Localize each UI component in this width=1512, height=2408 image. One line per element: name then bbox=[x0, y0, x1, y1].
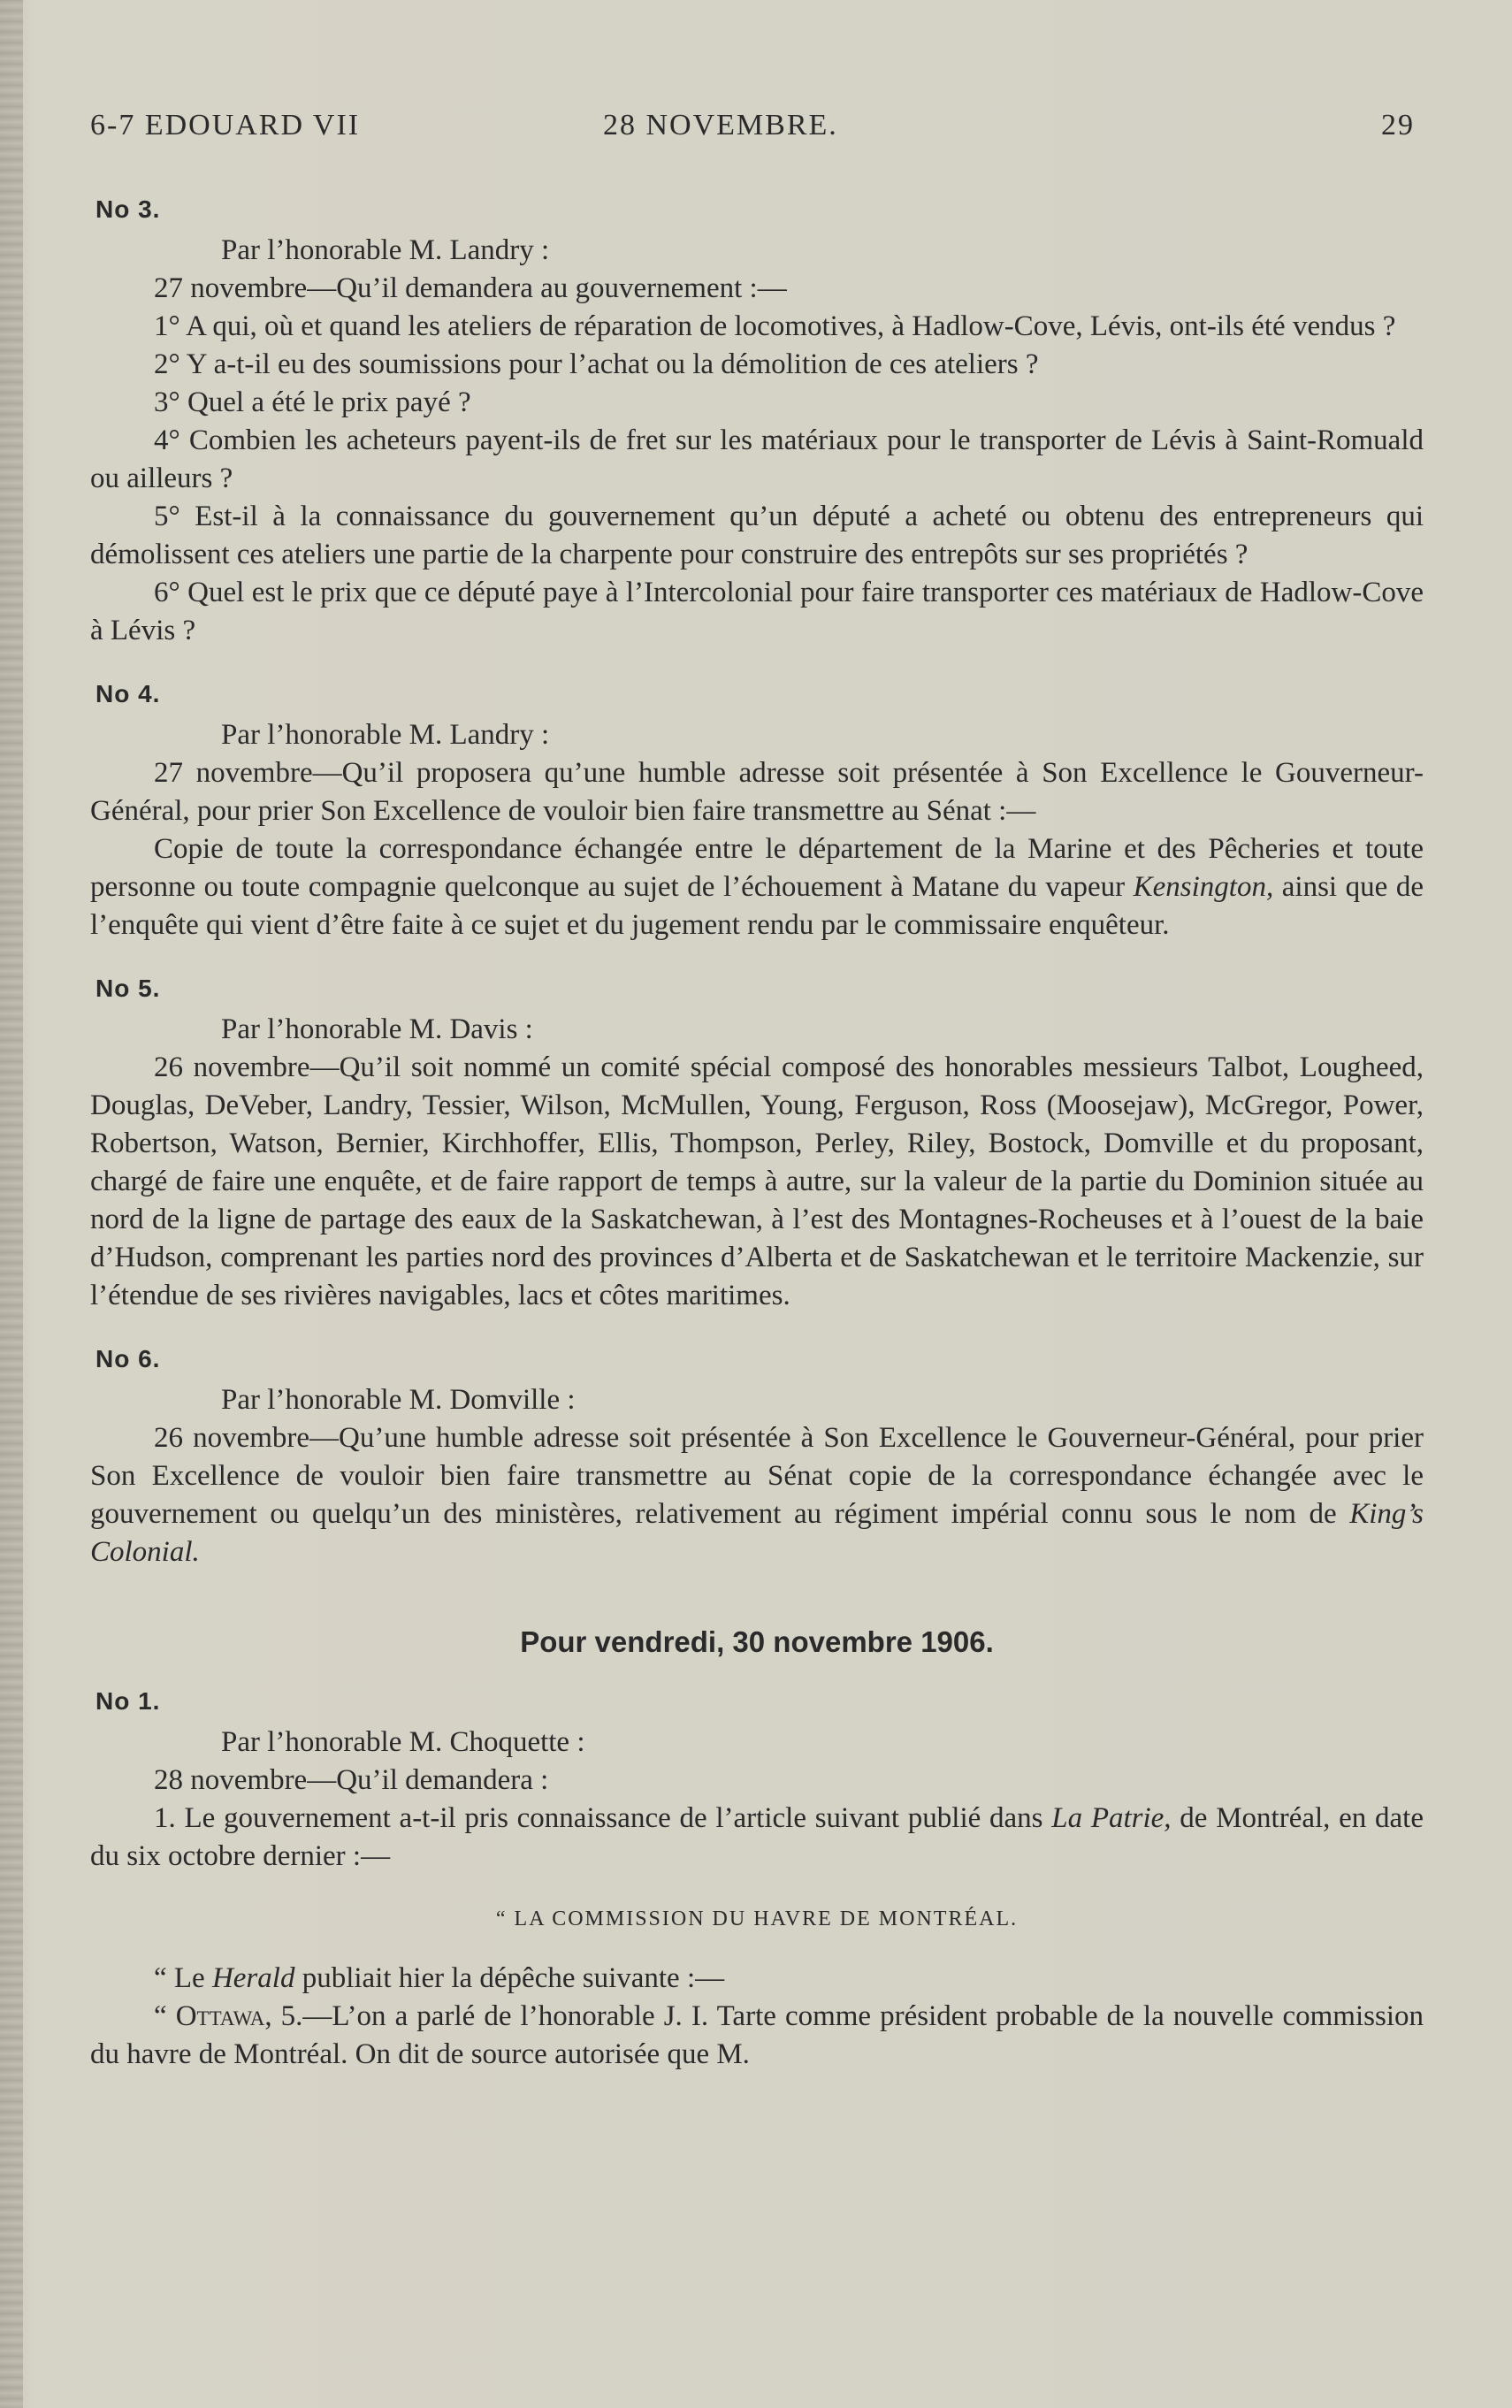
text-run: de Montréal, en date du six octobre dernier :— bbox=[90, 1802, 1424, 1872]
motion-no5 bbox=[90, 969, 1424, 1315]
question-line bbox=[90, 1800, 1424, 1876]
running-head-date: 28 NOVEMBRE. bbox=[603, 109, 838, 141]
newspaper-name: Herald bbox=[211, 1962, 295, 1994]
question-line: 2° Y a-t-il eu des soumissions pour l’achat ou la démolition de ces ateliers ? bbox=[154, 348, 1039, 380]
motion-number: No 5. bbox=[95, 975, 161, 1002]
section-heading: Pour vendredi, 30 novembre 1906. bbox=[520, 1625, 994, 1658]
question-line: 3° Quel a été le prix payé ? bbox=[154, 386, 471, 418]
binding-edge bbox=[0, 0, 23, 2408]
motion-number: No 4. bbox=[95, 680, 161, 707]
quote-line bbox=[90, 1960, 1424, 1998]
motion-line: 28 novembre—Qu’il demandera : bbox=[154, 1764, 549, 1796]
mover: Par l’honorable M. Landry : bbox=[221, 234, 550, 266]
newspaper-name: La Patrie, bbox=[1051, 1802, 1172, 1834]
motion-line bbox=[90, 830, 1424, 944]
motion-line bbox=[90, 1419, 1424, 1571]
dateline: “ Ottawa, bbox=[154, 2000, 272, 2032]
motion-no6 bbox=[90, 1340, 1424, 1571]
motion-no3 bbox=[90, 190, 1424, 650]
mover: Par l’honorable M. Davis : bbox=[221, 1013, 533, 1045]
text-run: 5.—L’on a parlé de l’honorable J. I. Tarte comme président probable de la nouvelle commission du havre de Montréal. On dit de source autorisée que M. bbox=[90, 2000, 1424, 2070]
quote-line bbox=[90, 1998, 1424, 2074]
motion-line: 27 novembre—Qu’il demandera au gouvernement :— bbox=[154, 272, 787, 304]
mover: Par l’honorable M. Landry : bbox=[221, 719, 550, 751]
text-run: 1. Le gouvernement a-t-il pris connaissance de l’article suivant publié dans bbox=[154, 1802, 1052, 1834]
running-head-left: 6-7 EDOUARD VII bbox=[90, 109, 361, 141]
regiment-name: King’s Colonial. bbox=[90, 1498, 1424, 1568]
motion-number: No 6. bbox=[95, 1345, 161, 1372]
text-run: ainsi que de l’enquête qui vient d’être faite à ce sujet et du jugement rendu par le commissaire enquêteur. bbox=[90, 871, 1424, 941]
motion-friday-no1 bbox=[90, 1682, 1424, 2074]
running-head bbox=[90, 106, 1424, 144]
question-line: 6° Quel est le prix que ce député paye à l’Intercolonial pour faire transporter ces matériaux de Hadlow-Cove à Lévis ? bbox=[90, 577, 1424, 646]
question-line: 1° A qui, où et quand les ateliers de réparation de locomotives, à Hadlow-Cove, Lévis, ont-ils été vendus ? bbox=[154, 310, 1396, 342]
mover: Par l’honorable M. Choquette : bbox=[221, 1726, 585, 1758]
motion-number: No 3. bbox=[95, 195, 161, 223]
motion-line: 27 novembre—Qu’il proposera qu’une humble adresse soit présentée à Son Excellence le Gouverneur-Général, pour prier Son Excellence de vouloir bien faire transmettre au Sénat :— bbox=[90, 757, 1424, 827]
motion-number: No 1. bbox=[95, 1687, 161, 1715]
article-title: “ LA COMMISSION DU HAVRE DE MONTRÉAL. bbox=[495, 1907, 1019, 1930]
question-line: 5° Est-il à la connaissance du gouvernement qu’un député a acheté ou obtenu des entrepreneurs qui démolissent ces ateliers une partie de la charpente pour construire des entrepôts sur ses propriétés ? bbox=[90, 501, 1424, 570]
motion-line: 26 novembre—Qu’il soit nommé un comité spécial composé des honorables messieurs Talbot, Lougheed, Douglas, DeVeber, Landry, Tessier, Wilson, McMullen, Young, Ferguson, Ross (Moosejaw), McGregor, Power, Robertson, Watson, Bernier, Kirchhoffer, Ellis, Thompson, Perley, Riley, Bostock, Domville et du proposant, chargé de faire une enquête, et de faire rapport de temps à autre, sur la valeur de la partie du Dominion située au nord de la ligne de partage des eaux de la Saskatchewan, à l’est des Montagnes-Rocheuses et à l’ouest de la baie d’Hudson, comprenant les parties nord des provinces d’Alberta et de Saskatchewan et le territoire Mackenzie, sur l’étendue de ses rivières navigables, lacs et côtes maritimes. bbox=[90, 1051, 1424, 1311]
text-run: Copie de toute la correspondance échangée entre le département de la Marine et des Pêcheries et toute personne ou toute compagnie quelconque au sujet de l’échouement à Matane du vapeur bbox=[90, 833, 1424, 903]
motion-no4 bbox=[90, 675, 1424, 944]
ship-name: Kensington, bbox=[1133, 871, 1274, 903]
text-run: publiait hier la dépêche suivante :— bbox=[294, 1962, 725, 1994]
document-body bbox=[90, 106, 1424, 2098]
text-run: “ Le bbox=[154, 1962, 212, 1994]
question-line: 4° Combien les acheteurs payent-ils de fret sur les matériaux pour le transporter de Lévis à Saint-Romuald ou ailleurs ? bbox=[90, 424, 1424, 494]
page-number: 29 bbox=[1381, 109, 1415, 141]
mover: Par l’honorable M. Domville : bbox=[221, 1384, 576, 1416]
text-run: 26 novembre—Qu’une humble adresse soit présentée à Son Excellence le Gouverneur-Général, pour prier Son Excellence de vouloir bien faire transmettre au Sénat copie de la correspondance échangée avec le gouvernement ou quelqu’un des ministères, relativement au régiment impérial connu sous le nom de bbox=[90, 1422, 1424, 1530]
